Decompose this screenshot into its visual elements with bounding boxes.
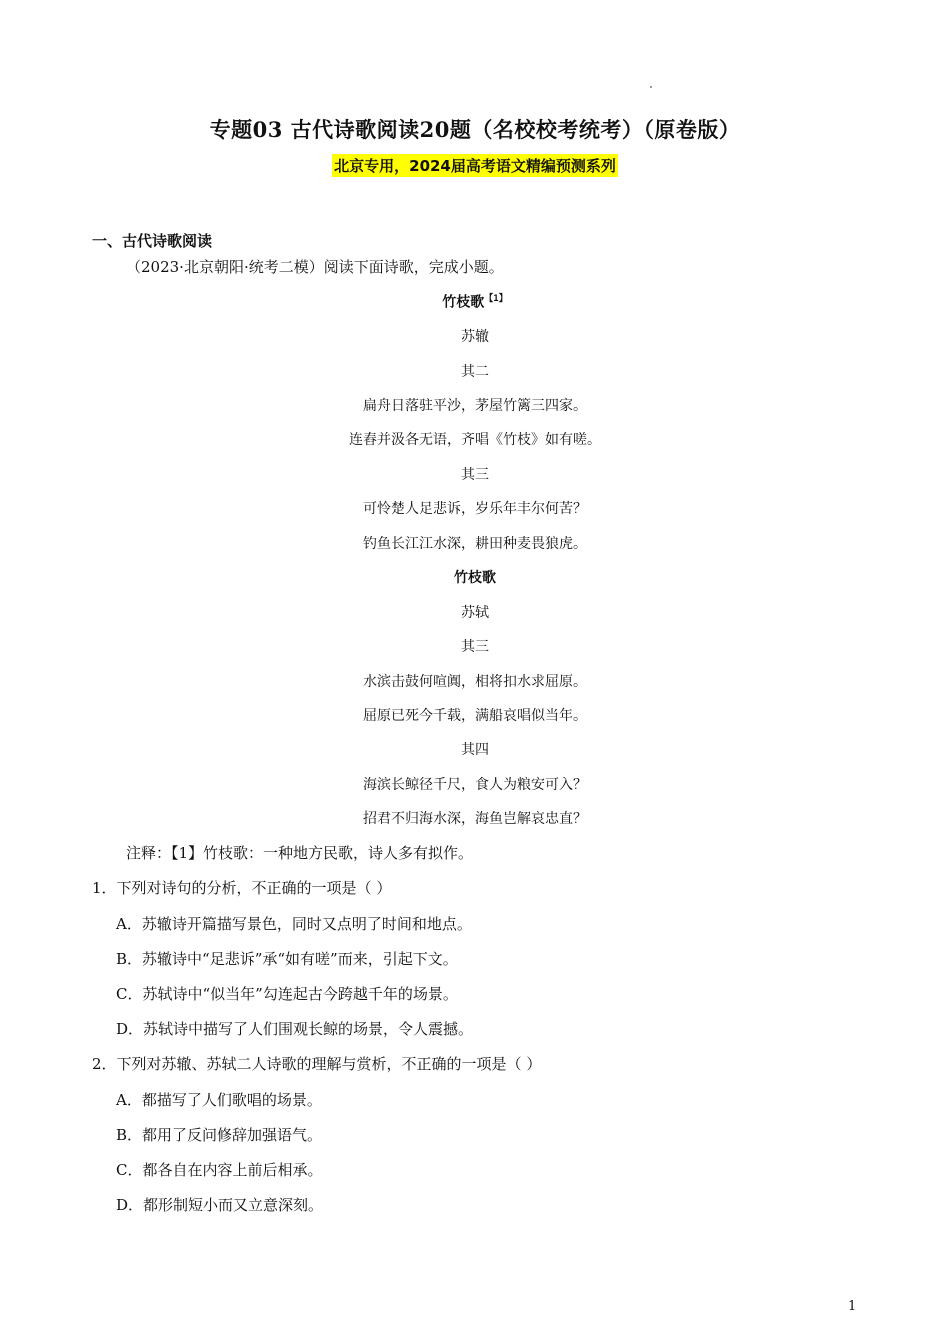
question-2-stem: 2．下列对苏辙、苏轼二人诗歌的理解与赏析，不正确的一项是（ ） [92, 1055, 542, 1073]
poem2-part-b: 其四 [461, 742, 489, 758]
poem2-b-line1: 海滨长鲸径千尺，食人为粮安可入？ [363, 777, 587, 793]
question-2-option-b: B．都用了反问修辞加强语气。 [116, 1126, 323, 1144]
section-heading: 一、古代诗歌阅读 [92, 232, 213, 250]
poem2-part-a: 其三 [461, 639, 489, 655]
poem1-b-line1: 可怜楚人足悲诉，岁乐年丰尔何苦？ [363, 501, 587, 517]
poem1-title-text: 竹枝歌 [442, 294, 485, 311]
poem2-title: 竹枝歌 [454, 570, 496, 586]
poem1-part-a: 其二 [461, 364, 489, 380]
subtitle-container [0, 154, 950, 177]
section-intro: （2023·北京朝阳·统考二模）阅读下面诗歌，完成小题。 [126, 258, 504, 276]
question-1-stem: 1．下列对诗句的分析，不正确的一项是（ ） [92, 879, 392, 897]
poem1-title [0, 291, 950, 312]
annotation-note: 注释：【1】竹枝歌：一种地方民歌，诗人多有拟作。 [126, 844, 474, 862]
poem1-a-line2: 连舂并汲各无语，齐唱《竹枝》如有嗟。 [349, 432, 601, 448]
page-number: 1 [848, 1299, 857, 1314]
page-title: 专题03 古代诗歌阅读20题（名校校考统考）（原卷版） [209, 117, 741, 142]
question-2-option-d: D．都形制短小而又立意深刻。 [116, 1196, 324, 1214]
question-1-option-a: A．苏辙诗开篇描写景色，同时又点明了时间和地点。 [116, 915, 472, 933]
question-1-option-c: C．苏轼诗中“似当年”勾连起古今跨越千年的场景。 [116, 985, 458, 1003]
poem2-a-line2: 屈原已死今千载，满船哀唱似当年。 [363, 708, 587, 724]
poem1-a-line1: 扁舟日落驻平沙，茅屋竹篱三四家。 [363, 398, 587, 414]
poem1-footnote-marker: 【1】 [484, 294, 508, 304]
poem2-author: 苏轼 [461, 605, 489, 621]
poem2-a-line1: 水滨击鼓何喧阗，相将扣水求屈原。 [363, 674, 587, 690]
question-1-option-d: D．苏轼诗中描写了人们围观长鲸的场景，令人震撼。 [116, 1020, 474, 1038]
poem1-part-b: 其三 [461, 467, 489, 483]
question-2-option-c: C．都各自在内容上前后相承。 [116, 1161, 323, 1179]
poem1-b-line2: 钓鱼长江江水深，耕田种麦畏狼虎。 [363, 536, 587, 552]
question-2-option-a: A．都描写了人们歌唱的场景。 [116, 1091, 322, 1109]
poem2-b-line2: 招君不归海水深，海鱼岂解哀忠直？ [363, 811, 587, 827]
poem1-author: 苏辙 [461, 329, 489, 345]
highlighted-subtitle: 北京专用，2024届高考语文精编预测系列 [332, 154, 618, 177]
scan-mark [650, 86, 652, 88]
question-1-option-b: B．苏辙诗中“足悲诉”承“如有嗟”而来，引起下文。 [116, 950, 458, 968]
